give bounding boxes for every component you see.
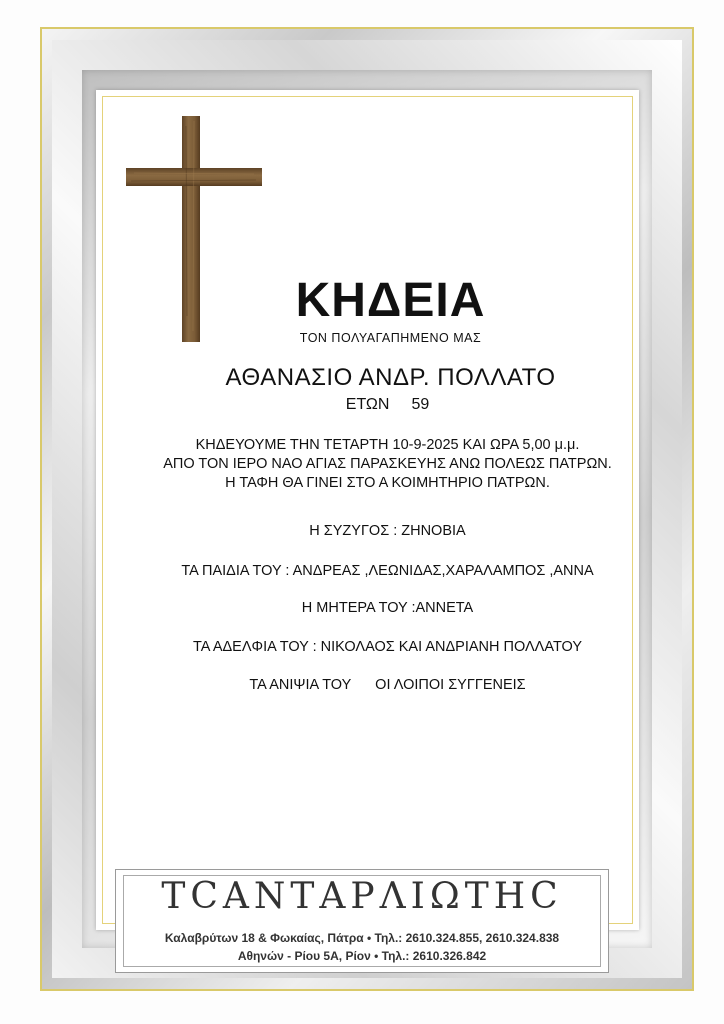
funeral-home-sign: [115, 869, 609, 973]
funeral-details: [96, 436, 639, 493]
funeral-home-address-1: Καλαβρύτων 18 & Φωκαίας, Πάτρα • Τηλ.: 2610.324.855, 2610.324.838: [164, 931, 560, 945]
age-label: ΕΤΩΝ: [345, 396, 390, 413]
funeral-line: ΚΗΔΕΥΟΥΜΕ ΤΗΝ ΤΕΤΑΡΤΗ 10-9-2025 ΚΑΙ ΩΡΑ 5,00 μ.μ.: [195, 437, 580, 453]
family-siblings: ΤΑ ΑΔΕΛΦΙΑ ΤΟΥ : ΝΙΚΟΛΑΟΣ ΚΑΙ ΑΝΔΡΙΑΝΗ ΠΟΛΛΑΤΟΥ: [192, 639, 583, 655]
deceased-name: ΑΘΑΝΑΣΙΟ ΑΝΔΡ. ΠΟΛΛΑΤΟ: [225, 364, 556, 391]
deceased-age: [96, 396, 639, 414]
funeral-line: ΑΠΟ ΤΟΝ ΙΕΡΟ ΝΑΟ ΑΓΙΑΣ ΠΑΡΑΣΚΕΥΗΣ ΑΝΩ ΠΟΛΕΩΣ ΠΑΤΡΩΝ.: [163, 456, 612, 472]
funeral-line: Η ΤΑΦΗ ΘΑ ΓΙΝΕΙ ΣΤΟ Α ΚΟΙΜΗΤΗΡΙΟ ΠΑΤΡΩΝ.: [225, 475, 550, 491]
family-mother: Η ΜΗΤΕΡΑ ΤΟΥ :ΑΝΝΕΤΑ: [301, 600, 474, 616]
family-children: ΤΑ ΠΑΙΔΙΑ ΤΟΥ : ΑΝΔΡΕΑΣ ,ΛΕΩΝΙΔΑΣ,ΧΑΡΑΛΑΜΠΟΣ ,ΑΝΝΑ: [181, 563, 594, 579]
age-value: 59: [411, 396, 430, 413]
notice-paper: [96, 90, 639, 930]
funeral-home-address-2: Αθηνών - Ρίου 5Α, Ρίον • Τηλ.: 2610.326.842: [237, 949, 487, 963]
family-spouse: Η ΣΥΖΥΓΟΣ : ΖΗΝΟΒΙΑ: [309, 523, 466, 539]
notice-subtitle: ΤΟΝ ΠΟΛΥΑΓΑΠΗΜΕΝΟ ΜΑΣ: [299, 331, 482, 345]
notice-title: ΚΗΔΕΙΑ: [295, 274, 486, 327]
funeral-home-logo: ΤCΑΝΤΑΡΛΙΩΤΗC: [161, 876, 563, 917]
family-others: ΤΑ ΑΝΙΨΙΑ ΤΟΥ ΟΙ ΛΟΙΠΟΙ ΣΥΓΓΕΝΕΙΣ: [249, 677, 526, 693]
